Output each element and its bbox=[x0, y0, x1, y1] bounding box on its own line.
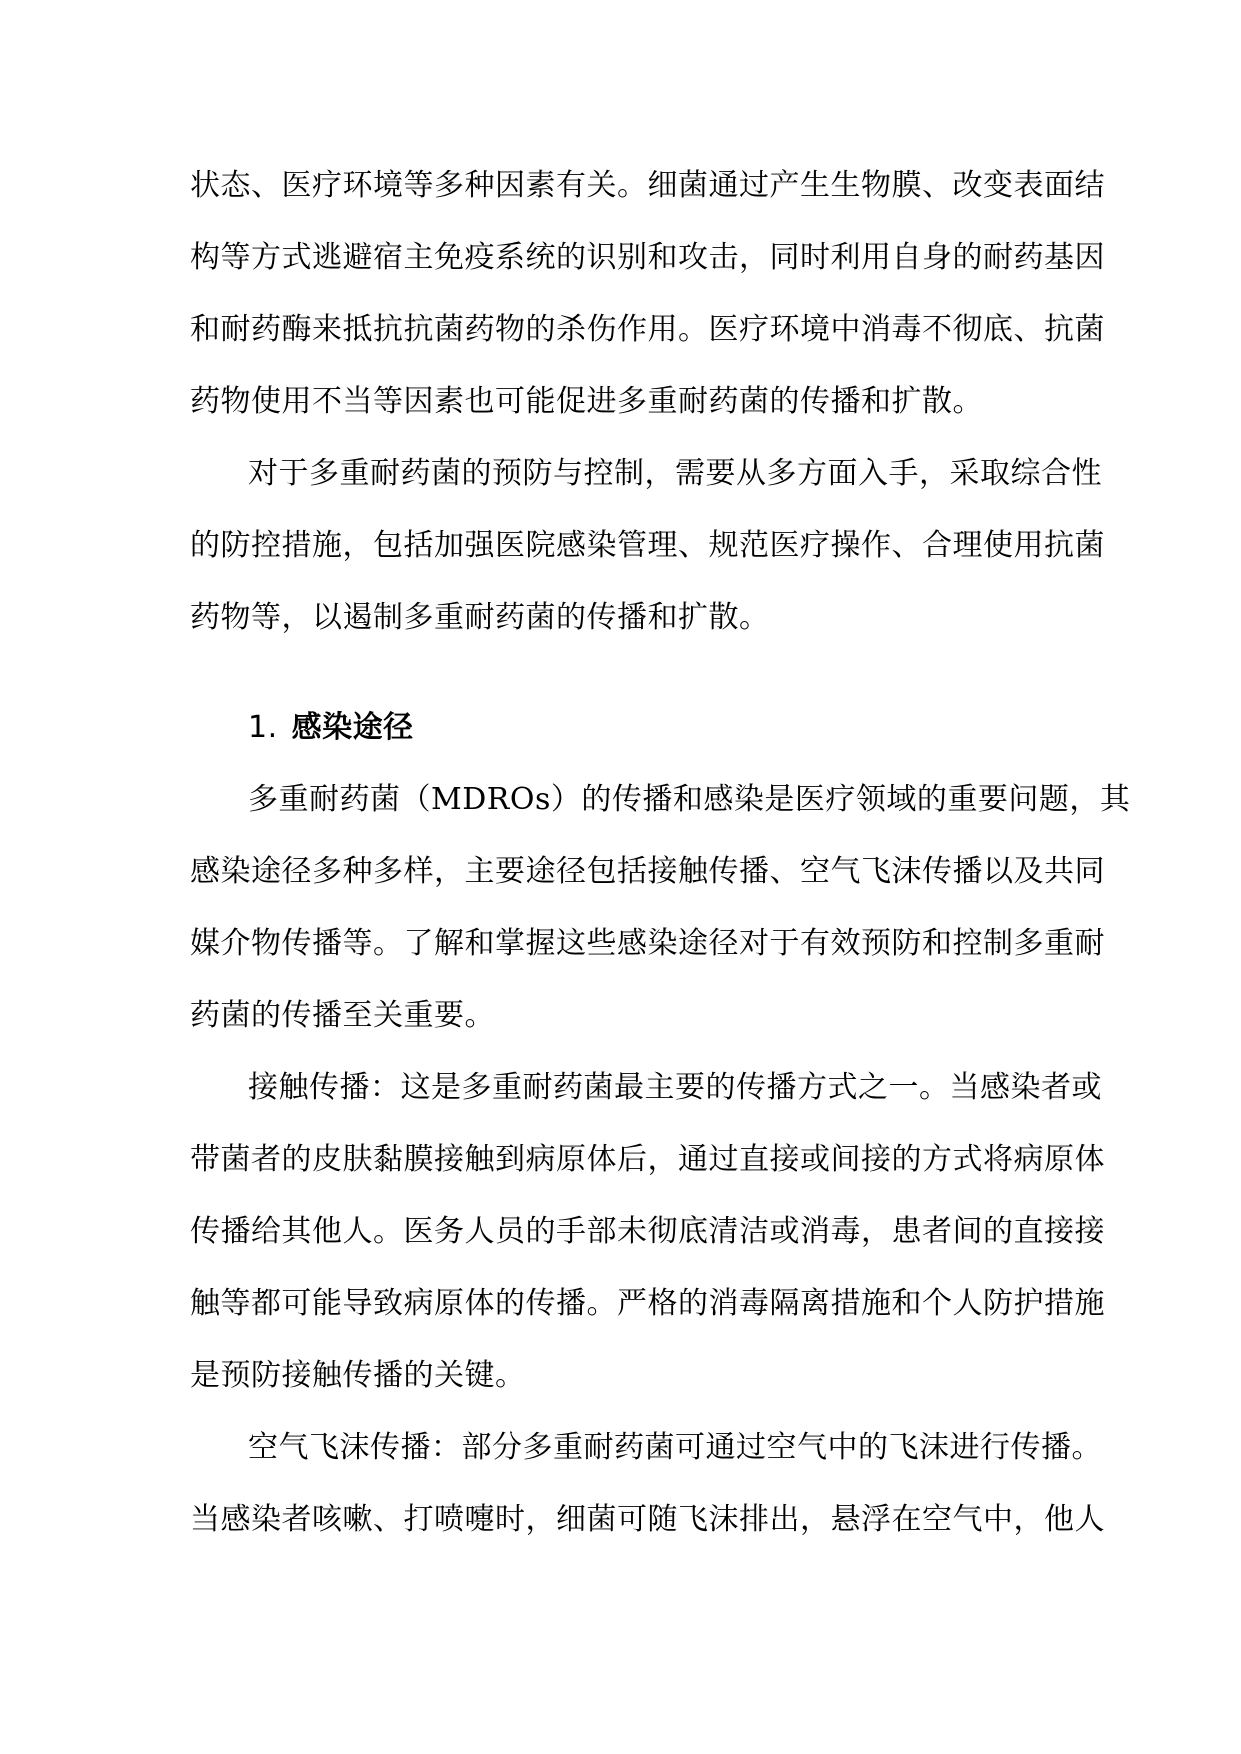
paragraph-line: 的防控措施，包括加强医院感染管理、规范医疗操作、合理使用抗菌 bbox=[190, 528, 1105, 563]
section-paragraph-3 bbox=[190, 1412, 1105, 1556]
paragraph-line: 多重耐药菌（MDROs）的传播和感染是医疗领域的重要问题，其 bbox=[248, 782, 1131, 817]
paragraph-line: 对于多重耐药菌的预防与控制，需要从多方面入手，采取综合性 bbox=[248, 456, 1102, 491]
paragraph-line: 药物等，以遏制多重耐药菌的传播和扩散。 bbox=[190, 600, 770, 635]
document-body bbox=[190, 150, 1131, 1556]
paragraph-line: 媒介物传播等。了解和掌握这些感染途径对于有效预防和控制多重耐 bbox=[190, 926, 1105, 961]
paragraph-line: 空气飞沫传播：部分多重耐药菌可通过空气中的飞沫进行传播。 bbox=[248, 1430, 1102, 1465]
section-number: 1. bbox=[248, 710, 278, 745]
paragraph-line: 触等都可能导致病原体的传播。严格的消毒隔离措施和个人防护措施 bbox=[190, 1286, 1105, 1321]
section-title: 感染途径 bbox=[291, 710, 414, 745]
section-heading bbox=[190, 692, 1050, 764]
paragraph-line: 是预防接触传播的关键。 bbox=[190, 1358, 526, 1393]
paragraph-line: 药菌的传播至关重要。 bbox=[190, 998, 495, 1033]
paragraph-2 bbox=[190, 438, 1105, 654]
paragraph-1 bbox=[190, 150, 1105, 438]
paragraph-line: 状态、医疗环境等多种因素有关。细菌通过产生生物膜、改变表面结 bbox=[190, 168, 1105, 203]
paragraph-line: 和耐药酶来抵抗抗菌药物的杀伤作用。医疗环境中消毒不彻底、抗菌 bbox=[190, 312, 1105, 347]
paragraph-line: 感染途径多种多样，主要途径包括接触传播、空气飞沫传播以及共同 bbox=[190, 854, 1105, 889]
paragraph-line: 药物使用不当等因素也可能促进多重耐药菌的传播和扩散。 bbox=[190, 384, 983, 419]
paragraph-line: 接触传播：这是多重耐药菌最主要的传播方式之一。当感染者或 bbox=[248, 1070, 1102, 1105]
paragraph-line: 构等方式逃避宿主免疫系统的识别和攻击，同时利用自身的耐药基因 bbox=[190, 240, 1105, 275]
section-paragraph-1 bbox=[190, 764, 1131, 1052]
section-spacer bbox=[190, 654, 1050, 692]
paragraph-line: 传播给其他人。医务人员的手部未彻底清洁或消毒，患者间的直接接 bbox=[190, 1214, 1105, 1249]
paragraph-line: 带菌者的皮肤黏膜接触到病原体后，通过直接或间接的方式将病原体 bbox=[190, 1142, 1105, 1177]
paragraph-line: 当感染者咳嗽、打喷嚏时，细菌可随飞沫排出，悬浮在空气中，他人 bbox=[190, 1502, 1105, 1537]
section-paragraph-2 bbox=[190, 1052, 1105, 1412]
